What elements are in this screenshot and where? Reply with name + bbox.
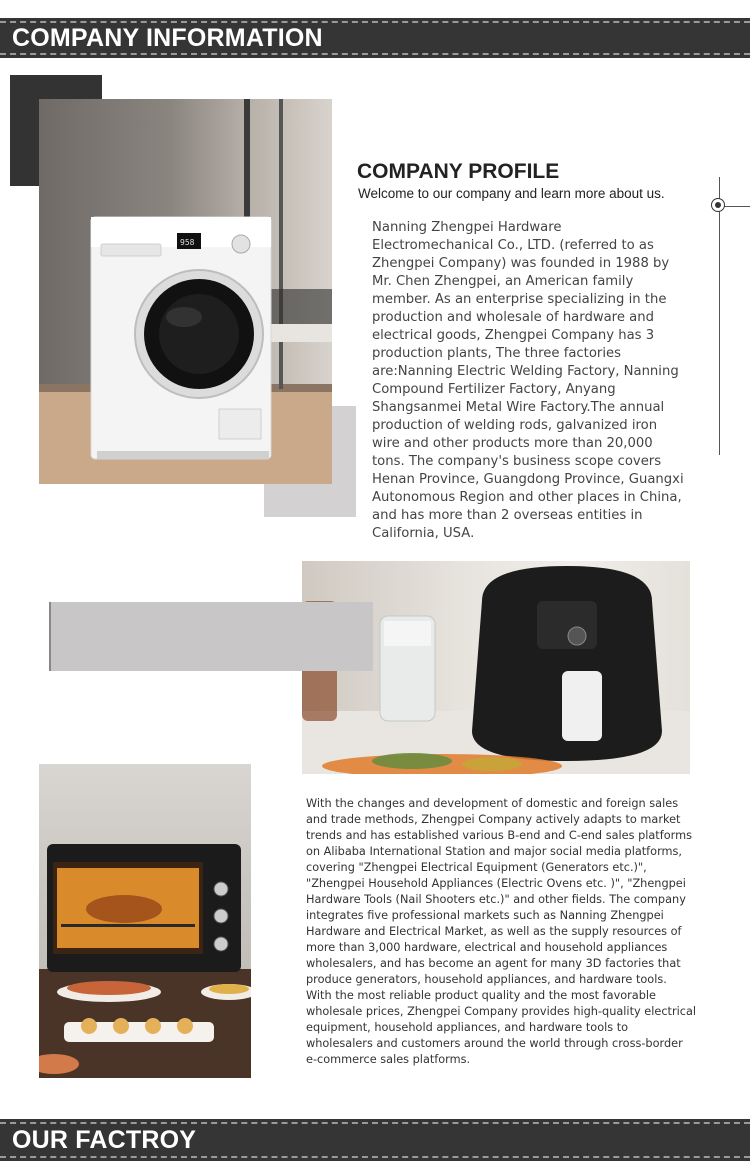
section-title: COMPANY INFORMATION xyxy=(12,24,323,52)
section-header-our-factory xyxy=(0,1119,750,1161)
electric-oven-photo xyxy=(39,764,251,1078)
section-title: OUR FACTROY xyxy=(12,1126,197,1154)
company-profile-subtitle: Welcome to our company and learn more about us. xyxy=(358,186,665,201)
target-icon xyxy=(711,198,725,212)
electric-oven-illustration xyxy=(39,764,251,1078)
washing-machine-illustration xyxy=(39,99,332,484)
washing-machine-photo xyxy=(39,99,332,484)
profile-divider-vertical xyxy=(719,177,720,455)
decor-grey-overlay-block xyxy=(49,602,373,671)
banner-dash-top xyxy=(0,21,750,23)
washer-display-text: 958 xyxy=(180,238,195,247)
banner-dash-top xyxy=(0,1122,750,1124)
section-header-company-information xyxy=(0,18,750,58)
sales-channels-text: With the changes and development of domestic and foreign sales and trade methods, Zhengpei Company actively adapts to market trends and has established various B-end and C-end sales platforms on Alibaba International Station and major social media platforms, covering "Zhengpei Electrical Equipment (Generators etc.)", "Zhengpei Household Appliances (Electric Ovens etc. )", "Zhengpei Hardware Tools (Nail Shooters etc.)" and other fields. The company integrates five professional markets such as Nanning Zhengpei Hardware and Electrical Market, as well as the supply resources of more than 3,000 hardware, electrical and household appliances wholesalers, and has become an agent for many 3D factories that produce generators, household appliances, and hardware tools. With the most reliable product quality and the most favorable wholesale prices, Zhengpei Company provides high-quality electrical equipment, household appliances, and hardware tools to wholesalers and customers around the world through cross-border e-commerce sales platforms. xyxy=(306,797,697,1066)
company-profile-text: Nanning Zhengpei Hardware Electromechanical Co., LTD. (referred to as Zhengpei Company) was founded in 1988 by Mr. Chen Zhengpei, an American family member. As an enterprise specializing in the production and wholesale of hardware and electrical goods, Zhengpei Company has 3 production plants, The three factories are:Nanning Electric Welding Factory, Nanning Compound Fertilizer Factory, Anyang Shangsanmei Metal Wire Factory.The annual production of welding rods, galvanized iron wire and other products more than 20,000 tons. The company's business scope covers Henan Province, Guangdong Province, Guangxi Autonomous Region and other places in China, and has more than 2 overseas entities in California, USA. xyxy=(372,220,684,541)
banner-dash-bottom xyxy=(0,53,750,55)
company-profile-title: COMPANY PROFILE xyxy=(357,160,560,183)
banner-dash-bottom xyxy=(0,1156,750,1158)
